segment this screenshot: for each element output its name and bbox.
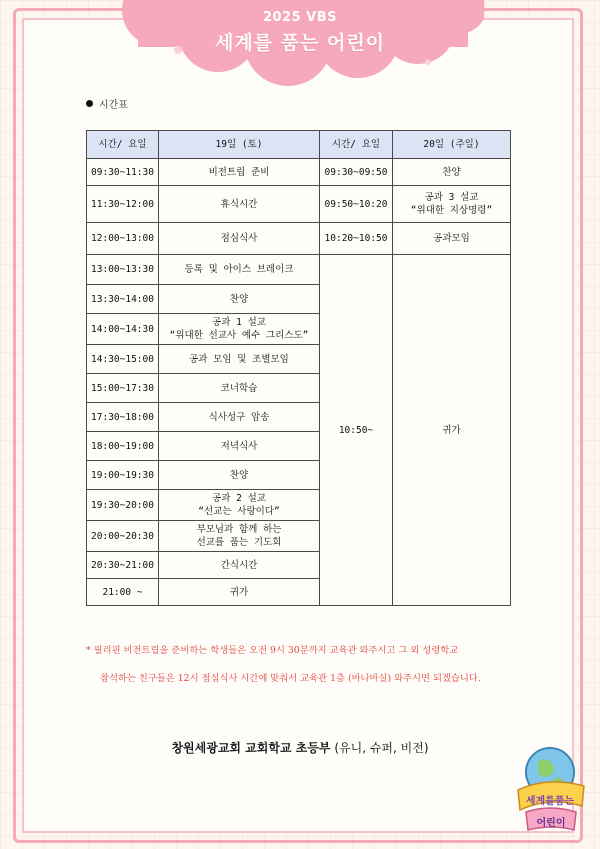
day2-activity: 공과모임 [393,223,511,255]
day1-time: 19:00~19:30 [87,461,159,490]
header-time-1: 시간/ 요일 [87,131,159,159]
day1-time: 14:00~14:30 [87,314,159,345]
day1-time: 13:30~14:00 [87,285,159,314]
day1-time: 14:30~15:00 [87,345,159,374]
day1-time: 09:30~11:30 [87,159,159,186]
table-row [87,255,511,285]
notice-text [86,637,526,693]
day1-activity-line: 공과 2 설교 [212,493,266,504]
day1-activity: 비전트립 준비 [159,159,320,186]
day1-time: 11:30~12:00 [87,186,159,223]
section-label-text: 시간표 [99,100,128,111]
footer-org [0,739,600,756]
table-row [87,159,511,186]
day1-time: 13:00~13:30 [87,255,159,285]
notice-line-2: 참석하는 친구들은 12시 점심식사 시간에 맞춰서 교육관 1층 (바나바실) 와주시면 되겠습니다. [100,673,481,684]
schedule-table [86,130,511,606]
day1-time: 18:00~19:00 [87,432,159,461]
day2-time: 10:20~10:50 [320,223,393,255]
table-row [87,223,511,255]
day1-activity [159,521,320,552]
day2-time: 09:30~09:50 [320,159,393,186]
table-header-row [87,131,511,159]
event-logo [512,738,590,838]
header-day-1: 19일 (토) [159,131,320,159]
day1-time: 12:00~13:00 [87,223,159,255]
day1-activity: 공과 모임 및 조별모임 [159,345,320,374]
day1-time: 19:30~20:00 [87,490,159,521]
header-time-2: 시간/ 요일 [320,131,393,159]
day1-activity: 간식시간 [159,552,320,579]
notice-line-1: * 필리핀 비전트립을 준비하는 학생들은 오전 9시 30분까지 교육관 와주시고 그 외 성령학교 [86,645,459,656]
day2-activity-line: “위대한 지상명령” [410,205,493,216]
day1-time: 21:00 ~ [87,579,159,606]
header-event: 2025 VBS [262,10,338,25]
day1-activity: 찬양 [159,285,320,314]
day1-activity-line: “위대한 선교사 예수 그리스도” [169,330,309,341]
footer-org-name: 창원세광교회 교회학교 초등부 [171,741,331,755]
day2-time: 10:50~ [320,255,393,606]
day1-time: 20:30~21:00 [87,552,159,579]
day1-activity: 저녁식사 [159,432,320,461]
day1-activity [159,490,320,521]
day1-activity [159,314,320,345]
day1-activity: 찬양 [159,461,320,490]
day2-activity [393,186,511,223]
table-row [87,186,511,223]
day1-activity: 휴식시간 [159,186,320,223]
logo-text-1: 세계를품는 [525,796,575,807]
day2-activity-line: 공과 3 설교 [424,192,479,203]
day2-time: 09:50~10:20 [320,186,393,223]
footer-groups: (유니, 슈퍼, 비전) [334,741,429,755]
day1-time: 15:00~17:30 [87,374,159,403]
day1-activity: 등록 및 아이스 브레이크 [159,255,320,285]
day1-time: 17:30~18:00 [87,403,159,432]
day1-activity-line: 공과 1 설교 [212,317,266,328]
day2-activity: 찬양 [393,159,511,186]
day2-activity: 귀가 [393,255,511,606]
header-title: 세계를 품는 어린이 [214,32,386,54]
bullet-icon [86,100,93,107]
section-label [86,96,128,111]
day1-activity: 식사성구 암송 [159,403,320,432]
logo-text-2: 어린이 [536,818,566,829]
day1-activity-line: “선교는 사랑이다” [198,506,280,517]
day1-activity: 코너학습 [159,374,320,403]
day1-activity-line: 부모님과 함께 하는 [196,524,282,535]
header-day-2: 20일 (주일) [393,131,511,159]
day1-activity: 점심식사 [159,223,320,255]
day1-activity: 귀가 [159,579,320,606]
day1-activity-line: 선교를 품는 기도회 [196,537,282,548]
day1-time: 20:00~20:30 [87,521,159,552]
